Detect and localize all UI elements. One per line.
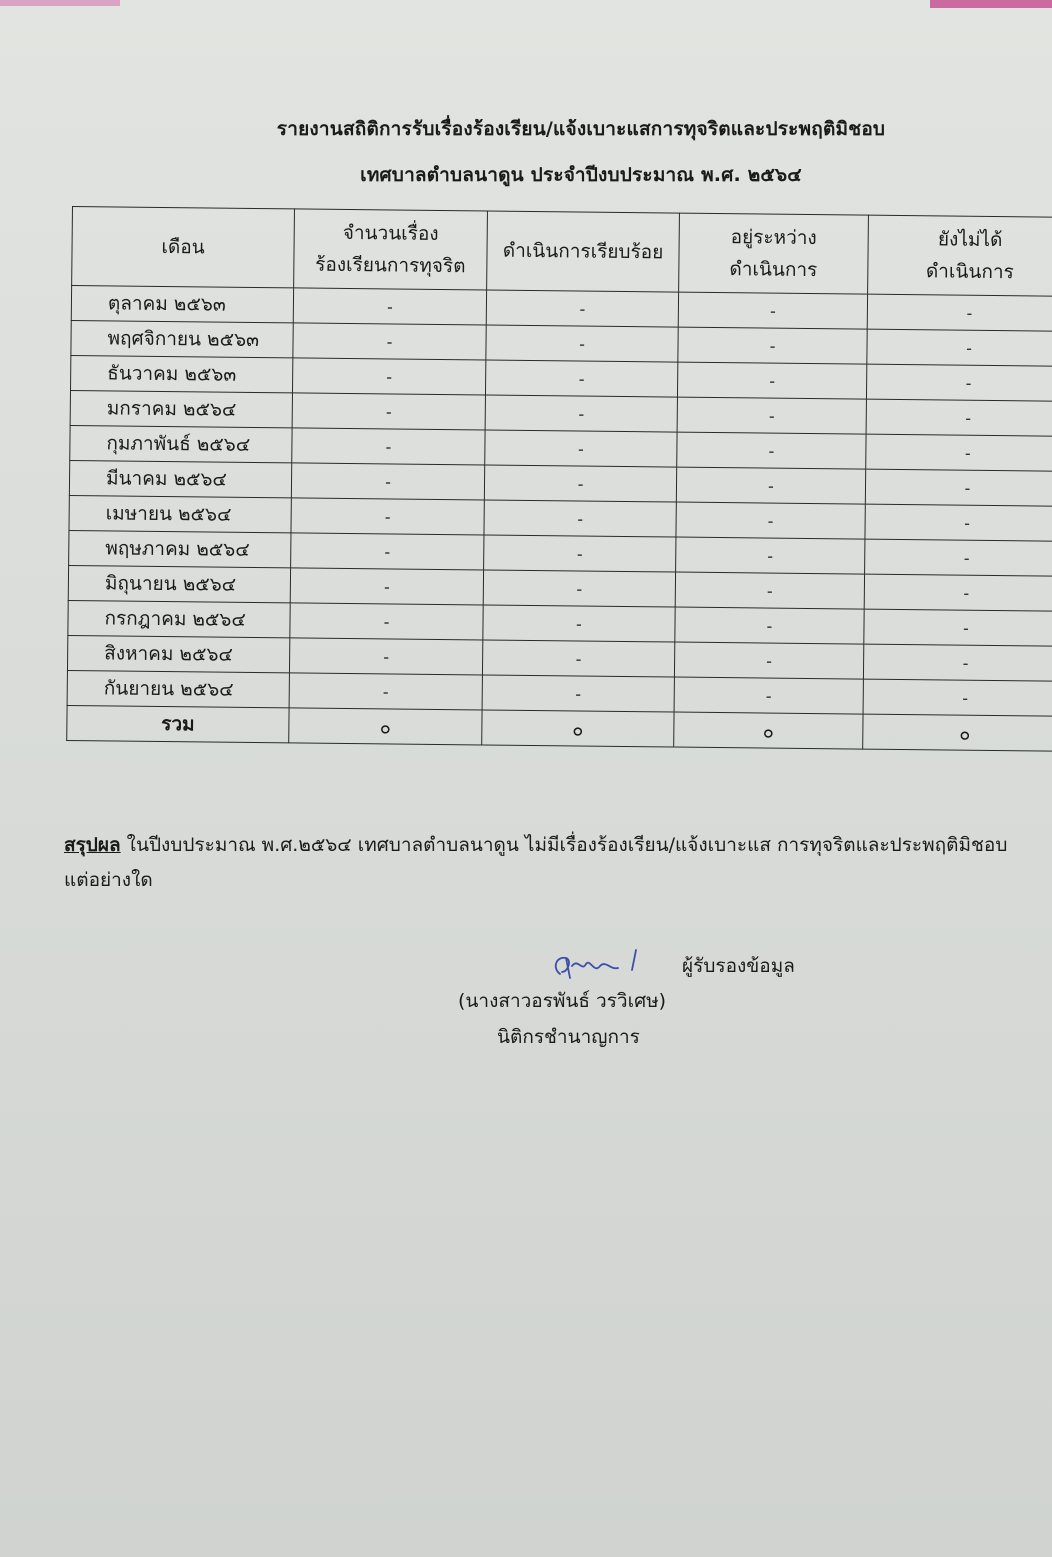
cell-complaints: - [293, 323, 486, 360]
cell-complaints: - [291, 498, 484, 535]
cell-complaints: - [293, 288, 486, 325]
cell-in-progress: - [675, 607, 864, 644]
cell-in-progress: - [677, 362, 866, 399]
cell-not-started: - [865, 504, 1052, 541]
cell-in-progress: - [678, 327, 867, 364]
summary-line2: แต่อย่างใด [64, 869, 153, 891]
cell-total-not-started: ๐ [863, 714, 1052, 751]
cell-month: ตุลาคม ๒๕๖๓ [71, 286, 293, 323]
cell-not-started: - [864, 574, 1052, 611]
statistics-table-container [66, 206, 1052, 752]
cell-not-started: - [863, 644, 1052, 681]
cell-completed: - [482, 675, 674, 712]
cell-month: สิงหาคม ๒๕๖๔ [67, 635, 289, 672]
certifier-name: (นางสาวอรพันธ์ วรวิเศษ) [458, 990, 667, 1012]
cell-complaints: - [291, 533, 484, 570]
cell-complaints: - [292, 358, 485, 395]
cell-total-in-progress: ๐ [674, 712, 863, 749]
cell-in-progress: - [675, 572, 864, 609]
table-header-row [72, 207, 1052, 297]
summary-lead: สรุปผล [64, 834, 121, 856]
cell-in-progress: - [677, 397, 866, 434]
cell-month: ธันวาคม ๒๕๖๓ [71, 355, 293, 392]
certifier-position: นิติกรชำนาญการ [497, 1026, 640, 1048]
cell-in-progress: - [678, 292, 867, 329]
cell-complaints: - [292, 428, 485, 465]
handwritten-signature [548, 944, 648, 984]
cell-total-complaints: ๐ [289, 708, 482, 745]
cell-month: กรกฎาคม ๒๕๖๔ [68, 600, 290, 637]
header-month [72, 207, 295, 288]
cell-total-completed: ๐ [482, 710, 674, 747]
header-not-started [868, 215, 1052, 296]
cell-completed: - [485, 360, 677, 397]
header-in-progress-line2: ดำเนินการ [729, 258, 818, 282]
cell-not-started: - [866, 364, 1052, 401]
statistics-table [66, 206, 1052, 752]
header-completed [487, 211, 680, 292]
cell-month: มีนาคม ๒๕๖๔ [69, 460, 291, 497]
header-complaints-line1: จำนวนเรื่อง [342, 221, 439, 245]
cell-completed: - [486, 290, 678, 327]
cell-not-started: - [865, 539, 1052, 576]
cell-not-started: - [865, 469, 1052, 506]
header-not-started-line2: ดำเนินการ [925, 260, 1014, 284]
cell-in-progress: - [674, 642, 863, 679]
cell-completed: - [483, 605, 675, 642]
cell-in-progress: - [677, 432, 866, 469]
cell-not-started: - [863, 679, 1052, 716]
cell-complaints: - [292, 393, 485, 430]
document-title-line1: รายงานสถิติการรับเรื่องร้องเรียน/แจ้งเบาะแสการทุจริตและประพฤติมิชอบ [276, 118, 886, 140]
header-in-progress-line1: อยู่ระหว่าง [730, 226, 817, 250]
pink-edge-decoration-left [0, 0, 120, 6]
summary-paragraph [64, 828, 1052, 898]
cell-completed: - [483, 570, 675, 607]
cell-in-progress: - [674, 677, 863, 714]
summary-text: ในปีงบประมาณ พ.ศ.๒๕๖๔ เทศบาลตำบลนาดูน ไม่มีเรื่องร้องเรียน/แจ้งเบาะแส การทุจริตและประพฤติมิชอบ [120, 834, 1008, 856]
cell-complaints: - [290, 603, 483, 640]
cell-month: พฤษภาคม ๒๕๖๔ [69, 530, 291, 567]
cell-month: กุมภาพันธ์ ๒๕๖๔ [70, 425, 292, 462]
cell-completed: - [486, 325, 678, 362]
certifier-role: ผู้รับรองข้อมูล [682, 955, 795, 977]
header-complaints-line2: ร้องเรียนการทุจริต [315, 253, 466, 278]
cell-not-started: - [867, 294, 1052, 331]
cell-completed: - [484, 500, 676, 537]
cell-complaints: - [290, 568, 483, 605]
cell-completed: - [485, 395, 677, 432]
cell-not-started: - [864, 609, 1052, 646]
cell-not-started: - [866, 399, 1052, 436]
cell-not-started: - [867, 329, 1052, 366]
cell-in-progress: - [676, 502, 865, 539]
header-completed-label: ดำเนินการเรียบร้อย [502, 239, 664, 264]
cell-month: พฤศจิกายน ๒๕๖๓ [71, 320, 293, 357]
cell-completed: - [485, 430, 677, 467]
cell-in-progress: - [676, 537, 865, 574]
document-title-line2: เทศบาลตำบลนาดูน ประจำปีงบประมาณ พ.ศ. ๒๕๖๔ [360, 164, 802, 186]
header-in-progress [679, 213, 869, 294]
cell-complaints: - [289, 673, 482, 710]
cell-in-progress: - [676, 467, 865, 504]
cell-month: กันยายน ๒๕๖๔ [67, 670, 289, 707]
cell-month: มกราคม ๒๕๖๔ [70, 390, 292, 427]
pink-edge-decoration [930, 0, 1052, 8]
cell-month: มิถุนายน ๒๕๖๔ [68, 565, 290, 602]
cell-completed: - [484, 535, 676, 572]
cell-completed: - [484, 465, 676, 502]
header-month-label: เดือน [161, 235, 205, 259]
header-complaints [294, 209, 488, 290]
header-not-started-line1: ยังไม่ได้ [937, 228, 1003, 252]
cell-month: เมษายน ๒๕๖๔ [69, 495, 291, 532]
cell-complaints: - [291, 463, 484, 500]
cell-completed: - [482, 640, 674, 677]
cell-not-started: - [866, 434, 1052, 471]
table-body [67, 286, 1052, 752]
cell-total-label: รวม [67, 705, 289, 742]
cell-complaints: - [289, 638, 482, 675]
